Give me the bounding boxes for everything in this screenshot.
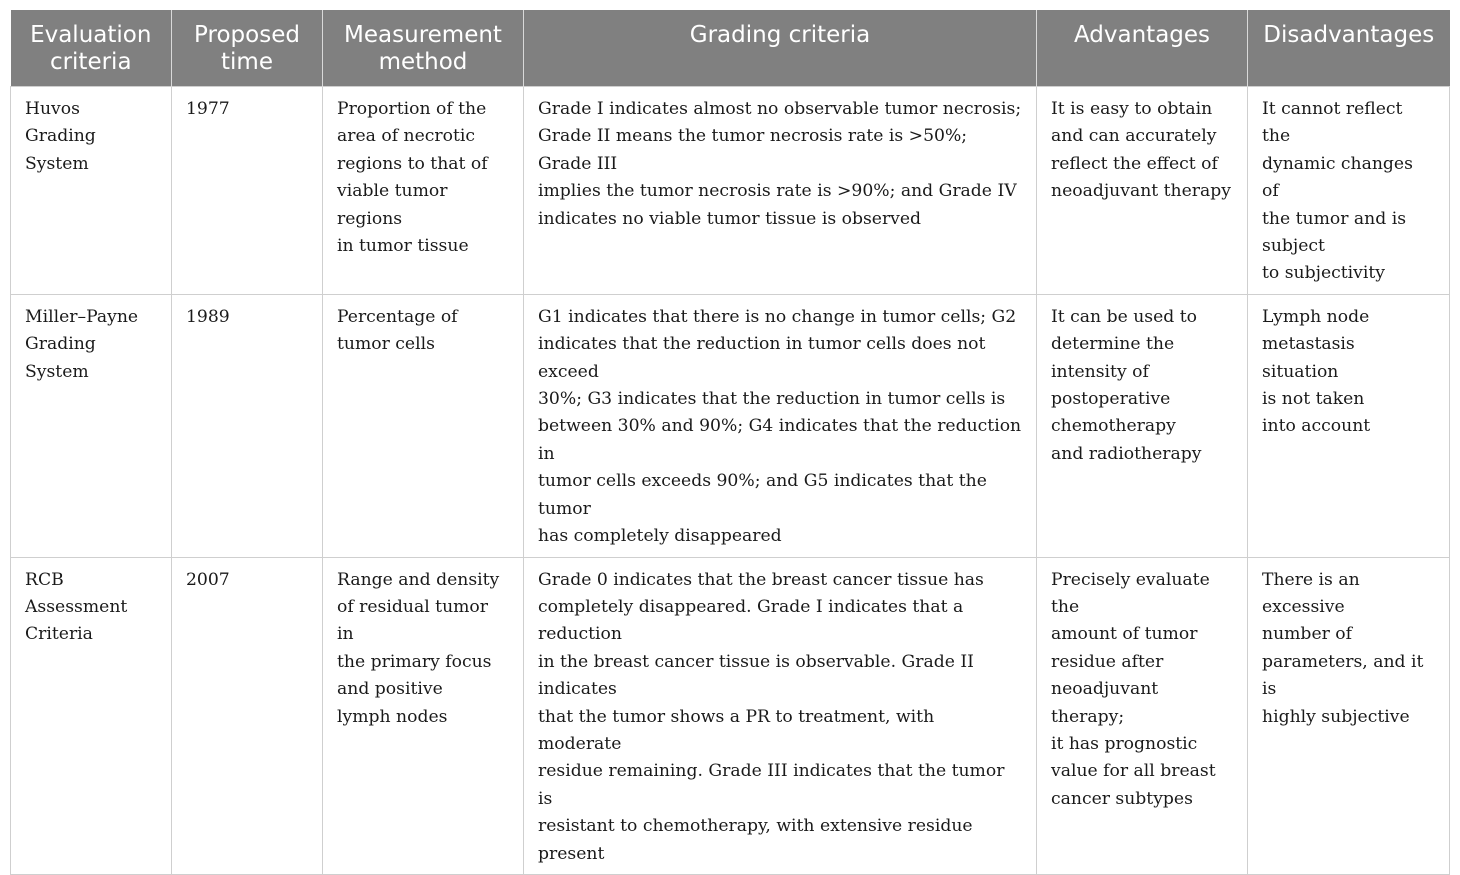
cell-disadvantages: There is an excessive number of parameters, and it is highly subjective bbox=[1248, 557, 1450, 874]
table-row bbox=[11, 557, 1450, 874]
header-grading-criteria: Grading criteria bbox=[524, 10, 1037, 87]
cell-grading: Grade 0 indicates that the breast cancer tissue has completely disappeared. Grade I indicates that a reduction in the breast cancer tissue is observable. Grade II indicates that the tumor shows a PR to treatment, with moderate residue remaining. Grade III indicates that the tumor is resistant to chemotherapy, with extensive residue present bbox=[524, 557, 1037, 874]
cell-advantages: It can be used to determine the intensity of postoperative chemotherapy and radiotherapy bbox=[1037, 294, 1248, 557]
header-row bbox=[11, 10, 1450, 87]
header-proposed-time: Proposed time bbox=[172, 10, 323, 87]
cell-method: Range and density of residual tumor in the primary focus and positive lymph nodes bbox=[323, 557, 524, 874]
cell-criteria: Miller–Payne Grading System bbox=[11, 294, 172, 557]
table-header bbox=[11, 10, 1450, 87]
header-disadvantages: Disadvantages bbox=[1248, 10, 1450, 87]
table-body bbox=[11, 87, 1450, 875]
cell-advantages: Precisely evaluate the amount of tumor residue after neoadjuvant therapy; it has prognostic value for all breast cancer subtypes bbox=[1037, 557, 1248, 874]
cell-time: 1977 bbox=[172, 87, 323, 295]
criteria-table bbox=[10, 10, 1450, 875]
table-row bbox=[11, 87, 1450, 295]
header-advantages: Advantages bbox=[1037, 10, 1248, 87]
cell-disadvantages: It cannot reflect the dynamic changes of the tumor and is subject to subjectivity bbox=[1248, 87, 1450, 295]
cell-criteria: Huvos Grading System bbox=[11, 87, 172, 295]
cell-disadvantages: Lymph node metastasis situation is not taken into account bbox=[1248, 294, 1450, 557]
cell-grading: Grade I indicates almost no observable tumor necrosis; Grade II means the tumor necrosis rate is >50%; Grade III implies the tumor necrosis rate is >90%; and Grade IV indicates no viable tumor tissue is observed bbox=[524, 87, 1037, 295]
table-row bbox=[11, 294, 1450, 557]
cell-criteria: RCB Assessment Criteria bbox=[11, 557, 172, 874]
cell-grading: G1 indicates that there is no change in tumor cells; G2 indicates that the reduction in tumor cells does not exceed 30%; G3 indicates that the reduction in tumor cells is between 30% and 90%; G4 indicates that the reduction in tumor cells exceeds 90%; and G5 indicates that the tumor has completely disappeared bbox=[524, 294, 1037, 557]
header-measurement-method: Measurement method bbox=[323, 10, 524, 87]
cell-advantages: It is easy to obtain and can accurately reflect the effect of neoadjuvant therapy bbox=[1037, 87, 1248, 295]
cell-time: 2007 bbox=[172, 557, 323, 874]
cell-method: Proportion of the area of necrotic regions to that of viable tumor regions in tumor tissue bbox=[323, 87, 524, 295]
cell-method: Percentage of tumor cells bbox=[323, 294, 524, 557]
cell-time: 1989 bbox=[172, 294, 323, 557]
header-evaluation-criteria: Evaluation criteria bbox=[11, 10, 172, 87]
